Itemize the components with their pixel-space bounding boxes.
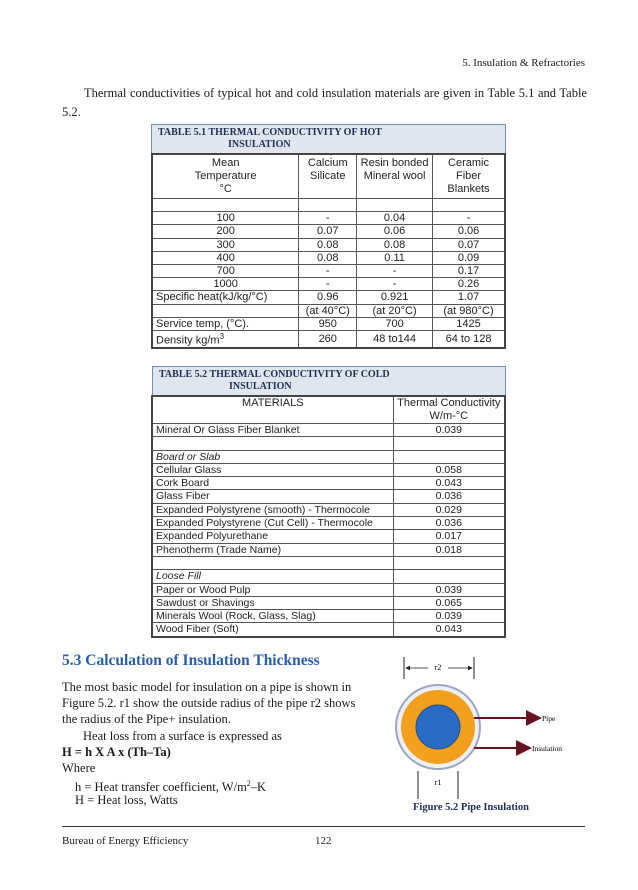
cell: - [299, 278, 357, 291]
table1-header-calcium-silicate [299, 154, 357, 199]
header-text: Calcium [307, 157, 348, 169]
header-text: Ceramic [448, 157, 489, 169]
insulation-label: Insulation [532, 744, 562, 753]
cell: - [357, 278, 433, 291]
table2-cold-insulation [151, 395, 506, 638]
cell: (at 980°C) [433, 304, 505, 317]
table1-header-mean-temp [152, 154, 299, 199]
table-row [152, 517, 505, 530]
header-text: °C [219, 183, 232, 195]
section-title: 5.3 Calculation of Insulation Thickness [62, 652, 320, 669]
table-row [152, 424, 505, 437]
table1-caption-line1: TABLE 5.1 THERMAL CONDUCTIVITY OF HOT [158, 127, 382, 138]
cell: 0.08 [357, 238, 433, 251]
cell: Cellular Glass [152, 463, 393, 476]
table-row [152, 238, 505, 251]
header-text: Fiber [456, 170, 482, 182]
header-text: Blankets [447, 183, 490, 195]
cell: 0.018 [393, 543, 505, 556]
cell: Sawdust or Shavings [152, 596, 393, 609]
table-row [152, 596, 505, 609]
table-row-specific-heat [152, 291, 505, 304]
group-label: Board or Slab [152, 450, 393, 463]
heat-loss-formula: H = h X A x (Th–Ta) [62, 745, 171, 759]
cell: 0.039 [393, 583, 505, 596]
cell: 0.06 [357, 225, 433, 238]
cell: 1000 [152, 278, 299, 291]
table2-header-row [152, 396, 505, 424]
cell: 0.07 [433, 238, 505, 251]
table2-group-board [152, 450, 505, 463]
pipe-circle [416, 705, 460, 749]
header-text: Thermal Conductivity [397, 397, 501, 409]
cell: 950 [299, 317, 357, 330]
cell: Specific heat(kJ/kg/°C) [152, 291, 299, 304]
cell: Expanded Polyurethane [152, 530, 393, 543]
cell: 0.036 [393, 490, 505, 503]
table-row [152, 490, 505, 503]
cell: Paper or Wood Pulp [152, 583, 393, 596]
cell: 0.06 [433, 225, 505, 238]
cell: 0.08 [299, 251, 357, 264]
cell: 700 [152, 265, 299, 278]
header-text: Resin bonded [360, 157, 429, 169]
table1-caption-line2: INSULATION [228, 139, 291, 150]
pipe-insulation-figure [390, 655, 570, 800]
table2-group-loose [152, 570, 505, 583]
table-row [152, 623, 505, 637]
definition-text: –K [250, 780, 267, 795]
table-row [152, 477, 505, 490]
table-row [152, 265, 505, 278]
cell: 0.08 [299, 238, 357, 251]
cell: 1425 [433, 317, 505, 330]
pipe-label: Pipe [542, 714, 556, 723]
section-paragraph: The most basic model for insulation on a pipe is shown in Figure 5.2. r1 show the outside radius of the pipe r2 shows the radius of the Pipe+ insulation. [62, 680, 356, 726]
table2-header-thermal-conductivity [393, 396, 505, 424]
cell: 200 [152, 225, 299, 238]
table-row-service-temp [152, 317, 505, 330]
table-row [152, 463, 505, 476]
header-text: Mineral wool [363, 170, 426, 182]
table-row [152, 212, 505, 225]
running-header: 5. Insulation & Refractories [462, 57, 585, 69]
cell: 0.11 [357, 251, 433, 264]
cell: 0.065 [393, 596, 505, 609]
table-row-density [152, 331, 505, 348]
definition-heat-loss: H = Heat loss, Watts [75, 793, 178, 807]
footer-publisher: Bureau of Energy Efficiency [62, 835, 189, 847]
intro-paragraph: Thermal conductivities of typical hot and cold insulation materials are given in Table 5.1 and Table 5.2. [62, 86, 587, 119]
table2-caption-line2: INSULATION [229, 381, 292, 392]
cell: 0.26 [433, 278, 505, 291]
cell: 0.036 [393, 517, 505, 530]
table1-header-ceramic-fiber [433, 154, 505, 199]
cell: Mineral Or Glass Fiber Blanket [152, 424, 393, 437]
cell: - [357, 265, 433, 278]
cell: 0.96 [299, 291, 357, 304]
cell: 0.04 [357, 212, 433, 225]
table-row [152, 503, 505, 516]
group-label: Loose Fill [152, 570, 393, 583]
header-text: Mean [211, 157, 240, 169]
figure-caption: Figure 5.2 Pipe Insulation [413, 802, 529, 813]
table1-caption [151, 124, 506, 154]
density-unit-sup: 3 [219, 332, 225, 342]
table-row [152, 610, 505, 623]
table2-spacer-row [152, 437, 505, 450]
table1-hot-insulation [151, 153, 506, 349]
cell: 0.039 [393, 424, 505, 437]
cell: 0.17 [433, 265, 505, 278]
table-row [152, 543, 505, 556]
header-text: Temperature [194, 170, 257, 182]
where-label: Where [62, 761, 96, 775]
cell: (at 40°C) [299, 304, 357, 317]
cell: 0.039 [393, 610, 505, 623]
cell: Wood Fiber (Soft) [152, 623, 393, 637]
definition-text: h = Heat transfer coefficient, W/m [75, 780, 247, 795]
cell: 0.029 [393, 503, 505, 516]
cell: - [433, 212, 505, 225]
cell: Glass Fiber [152, 490, 393, 503]
cell: 48 to144 [357, 331, 433, 348]
cell: 400 [152, 251, 299, 264]
cell: 260 [299, 331, 357, 348]
cell: 0.058 [393, 463, 505, 476]
r1-label: r1 [434, 778, 442, 787]
r2-label: r2 [434, 663, 442, 672]
cell: Phenotherm (Trade Name) [152, 543, 393, 556]
cell: - [299, 212, 357, 225]
heat-loss-intro: Heat loss from a surface is expressed as [83, 729, 282, 743]
cell: 0.09 [433, 251, 505, 264]
table-row-specific-heat-conditions [152, 304, 505, 317]
table-row [152, 225, 505, 238]
cell: 1.07 [433, 291, 505, 304]
page-number: 122 [315, 835, 332, 847]
table2-caption [152, 366, 506, 396]
table-row [152, 530, 505, 543]
cell: Cork Board [152, 477, 393, 490]
table-row [152, 583, 505, 596]
cell: 0.043 [393, 477, 505, 490]
header-text: Silicate [310, 170, 346, 182]
table2-caption-line1: TABLE 5.2 THERMAL CONDUCTIVITY OF COLD [159, 369, 390, 380]
definition-sup: 2 [246, 779, 251, 788]
cell: Minerals Wool (Rock, Glass, Slag) [152, 610, 393, 623]
cell: 0.043 [393, 623, 505, 637]
cell: Service temp, (°C). [152, 317, 299, 330]
table2-spacer-row [152, 556, 505, 569]
cell: - [299, 265, 357, 278]
table-row [152, 251, 505, 264]
footer-divider [62, 826, 585, 827]
table2-header-materials: MATERIALS [152, 396, 393, 424]
cell: Expanded Polystyrene (smooth) - Thermocole [152, 503, 393, 516]
cell: 700 [357, 317, 433, 330]
cell: 100 [152, 212, 299, 225]
cell: 300 [152, 238, 299, 251]
table1-header-row [152, 154, 505, 199]
table1-spacer-row [152, 199, 505, 212]
density-label: Density kg/m [156, 334, 220, 347]
table-row [152, 278, 505, 291]
cell: 0.017 [393, 530, 505, 543]
cell: Expanded Polystyrene (Cut Cell) - Thermocole [152, 517, 393, 530]
table1-header-resin-bonded [357, 154, 433, 199]
density-label-cell [152, 331, 299, 348]
cell: 0.07 [299, 225, 357, 238]
header-text: W/m-°C [429, 410, 469, 422]
cell: (at 20°C) [357, 304, 433, 317]
cell: 0.921 [357, 291, 433, 304]
cell: 64 to 128 [433, 331, 505, 348]
